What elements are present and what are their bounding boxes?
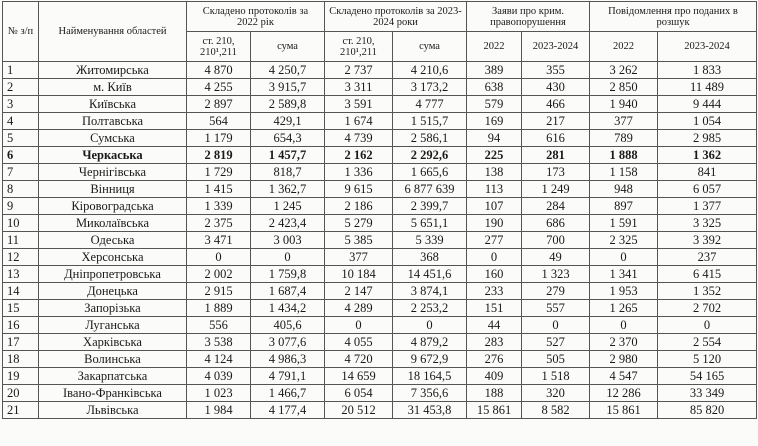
value-cell: 7 356,6 [393, 385, 467, 402]
value-cell: 1 249 [522, 181, 590, 198]
table-row [3, 215, 757, 232]
value-cell: 2 737 [325, 62, 393, 79]
value-cell: 429,1 [251, 113, 325, 130]
value-cell: 33 349 [658, 385, 757, 402]
region-name: Луганська [39, 317, 187, 334]
value-cell: 6 057 [658, 181, 757, 198]
value-cell: 1 158 [590, 164, 658, 181]
row-number: 19 [3, 368, 39, 385]
value-cell: 1 265 [590, 300, 658, 317]
value-cell: 217 [522, 113, 590, 130]
row-number: 11 [3, 232, 39, 249]
value-cell: 2 586,1 [393, 130, 467, 147]
row-number: 20 [3, 385, 39, 402]
value-cell: 0 [658, 317, 757, 334]
value-cell: 14 659 [325, 368, 393, 385]
value-cell: 2 915 [187, 283, 251, 300]
value-cell: 9 615 [325, 181, 393, 198]
value-cell: 5 279 [325, 215, 393, 232]
value-cell: 12 286 [590, 385, 658, 402]
value-cell: 789 [590, 130, 658, 147]
value-cell: 3 173,2 [393, 79, 467, 96]
value-cell: 94 [467, 130, 522, 147]
value-cell: 3 325 [658, 215, 757, 232]
value-cell: 0 [590, 317, 658, 334]
value-cell: 3 003 [251, 232, 325, 249]
region-name: Херсонська [39, 249, 187, 266]
region-name: Київська [39, 96, 187, 113]
value-cell: 15 861 [467, 402, 522, 419]
value-cell: 405,6 [251, 317, 325, 334]
value-cell: 4 250,7 [251, 62, 325, 79]
table-row [3, 130, 757, 147]
table-row [3, 62, 757, 79]
value-cell: 283 [467, 334, 522, 351]
value-cell: 8 582 [522, 402, 590, 419]
value-cell: 0 [187, 249, 251, 266]
value-cell: 225 [467, 147, 522, 164]
header-protocols-2023-2024: Складено протоколів за 2023-2024 роки [325, 2, 467, 32]
value-cell: 2 702 [658, 300, 757, 317]
subheader-articles-2022: ст. 210, 210¹,211 [187, 32, 251, 62]
row-number: 5 [3, 130, 39, 147]
region-name: Житомирська [39, 62, 187, 79]
value-cell: 160 [467, 266, 522, 283]
value-cell: 2 980 [590, 351, 658, 368]
region-name: Запорізька [39, 300, 187, 317]
value-cell: 320 [522, 385, 590, 402]
subheader-sum-2022: сума [251, 32, 325, 62]
value-cell: 3 392 [658, 232, 757, 249]
value-cell: 2 002 [187, 266, 251, 283]
value-cell: 4 055 [325, 334, 393, 351]
value-cell: 2 399,7 [393, 198, 467, 215]
region-name: Донецька [39, 283, 187, 300]
value-cell: 3 311 [325, 79, 393, 96]
value-cell: 4 177,4 [251, 402, 325, 419]
value-cell: 1 362,7 [251, 181, 325, 198]
value-cell: 3 471 [187, 232, 251, 249]
value-cell: 2 370 [590, 334, 658, 351]
region-name: Полтавська [39, 113, 187, 130]
row-number: 15 [3, 300, 39, 317]
value-cell: 638 [467, 79, 522, 96]
value-cell: 4 870 [187, 62, 251, 79]
value-cell: 377 [325, 249, 393, 266]
value-cell: 10 184 [325, 266, 393, 283]
value-cell: 2 147 [325, 283, 393, 300]
subheader-reports-2023-2024: 2023-2024 [522, 32, 590, 62]
subheader-wanted-2023-2024: 2023-2024 [658, 32, 757, 62]
value-cell: 1 759,8 [251, 266, 325, 283]
value-cell: 1 023 [187, 385, 251, 402]
value-cell: 686 [522, 215, 590, 232]
table-row [3, 164, 757, 181]
row-number: 14 [3, 283, 39, 300]
value-cell: 5 120 [658, 351, 757, 368]
table-body [3, 62, 757, 419]
table-row [3, 266, 757, 283]
value-cell: 466 [522, 96, 590, 113]
value-cell: 0 [251, 249, 325, 266]
table-row [3, 300, 757, 317]
region-name: Черкаська [39, 147, 187, 164]
value-cell: 1 434,2 [251, 300, 325, 317]
table-row [3, 198, 757, 215]
row-number: 16 [3, 317, 39, 334]
value-cell: 277 [467, 232, 522, 249]
value-cell: 2 897 [187, 96, 251, 113]
row-number: 6 [3, 147, 39, 164]
value-cell: 276 [467, 351, 522, 368]
value-cell: 15 861 [590, 402, 658, 419]
value-cell: 11 489 [658, 79, 757, 96]
value-cell: 2 554 [658, 334, 757, 351]
value-cell: 44 [467, 317, 522, 334]
table-row [3, 96, 757, 113]
row-number: 13 [3, 266, 39, 283]
row-number: 1 [3, 62, 39, 79]
region-name: Кіровоградська [39, 198, 187, 215]
value-cell: 505 [522, 351, 590, 368]
value-cell: 233 [467, 283, 522, 300]
value-cell: 2 589,8 [251, 96, 325, 113]
table-row [3, 334, 757, 351]
value-cell: 2 162 [325, 147, 393, 164]
value-cell: 818,7 [251, 164, 325, 181]
row-number: 7 [3, 164, 39, 181]
table-row [3, 385, 757, 402]
row-number: 9 [3, 198, 39, 215]
row-number: 10 [3, 215, 39, 232]
value-cell: 49 [522, 249, 590, 266]
value-cell: 4 289 [325, 300, 393, 317]
value-cell: 54 165 [658, 368, 757, 385]
table-row [3, 113, 757, 130]
value-cell: 1 339 [187, 198, 251, 215]
value-cell: 4 879,2 [393, 334, 467, 351]
value-cell: 188 [467, 385, 522, 402]
row-number: 18 [3, 351, 39, 368]
value-cell: 2 186 [325, 198, 393, 215]
value-cell: 1 984 [187, 402, 251, 419]
value-cell: 237 [658, 249, 757, 266]
value-cell: 0 [325, 317, 393, 334]
value-cell: 279 [522, 283, 590, 300]
value-cell: 169 [467, 113, 522, 130]
value-cell: 284 [522, 198, 590, 215]
region-name: Вінниця [39, 181, 187, 198]
header-number: № з/п [3, 2, 39, 62]
value-cell: 377 [590, 113, 658, 130]
region-name: Сумська [39, 130, 187, 147]
value-cell: 14 451,6 [393, 266, 467, 283]
table-row [3, 402, 757, 419]
value-cell: 6 054 [325, 385, 393, 402]
value-cell: 6 415 [658, 266, 757, 283]
value-cell: 107 [467, 198, 522, 215]
value-cell: 0 [590, 249, 658, 266]
region-name: Закарпатська [39, 368, 187, 385]
value-cell: 368 [393, 249, 467, 266]
region-name: Львівська [39, 402, 187, 419]
value-cell: 31 453,8 [393, 402, 467, 419]
value-cell: 5 385 [325, 232, 393, 249]
value-cell: 948 [590, 181, 658, 198]
value-cell: 2 325 [590, 232, 658, 249]
value-cell: 355 [522, 62, 590, 79]
value-cell: 4 720 [325, 351, 393, 368]
value-cell: 4 210,6 [393, 62, 467, 79]
row-number: 12 [3, 249, 39, 266]
region-name: Харківська [39, 334, 187, 351]
row-number: 21 [3, 402, 39, 419]
region-name: Волинська [39, 351, 187, 368]
value-cell: 700 [522, 232, 590, 249]
value-cell: 4 739 [325, 130, 393, 147]
table-row [3, 368, 757, 385]
value-cell: 9 672,9 [393, 351, 467, 368]
value-cell: 2 819 [187, 147, 251, 164]
value-cell: 85 820 [658, 402, 757, 419]
value-cell: 3 591 [325, 96, 393, 113]
value-cell: 138 [467, 164, 522, 181]
value-cell: 1 729 [187, 164, 251, 181]
value-cell: 1 415 [187, 181, 251, 198]
value-cell: 1 341 [590, 266, 658, 283]
table-row [3, 317, 757, 334]
value-cell: 173 [522, 164, 590, 181]
value-cell: 409 [467, 368, 522, 385]
value-cell: 1 245 [251, 198, 325, 215]
value-cell: 527 [522, 334, 590, 351]
value-cell: 3 077,6 [251, 334, 325, 351]
value-cell: 1 888 [590, 147, 658, 164]
row-number: 2 [3, 79, 39, 96]
value-cell: 5 339 [393, 232, 467, 249]
table-row [3, 232, 757, 249]
value-cell: 2 985 [658, 130, 757, 147]
value-cell: 389 [467, 62, 522, 79]
value-cell: 841 [658, 164, 757, 181]
value-cell: 3 262 [590, 62, 658, 79]
value-cell: 2 375 [187, 215, 251, 232]
table-row [3, 147, 757, 164]
subheader-sum-2023-2024: сума [393, 32, 467, 62]
value-cell: 18 164,5 [393, 368, 467, 385]
value-cell: 0 [393, 317, 467, 334]
value-cell: 20 512 [325, 402, 393, 419]
value-cell: 897 [590, 198, 658, 215]
value-cell: 1 889 [187, 300, 251, 317]
row-number: 4 [3, 113, 39, 130]
header-wanted-notices: Повідомлення про поданих в розшук [590, 2, 757, 32]
value-cell: 113 [467, 181, 522, 198]
value-cell: 9 444 [658, 96, 757, 113]
value-cell: 2 292,6 [393, 147, 467, 164]
value-cell: 4 255 [187, 79, 251, 96]
value-cell: 556 [187, 317, 251, 334]
value-cell: 1 323 [522, 266, 590, 283]
value-cell: 4 547 [590, 368, 658, 385]
table-row [3, 79, 757, 96]
subheader-wanted-2022: 2022 [590, 32, 658, 62]
row-number: 17 [3, 334, 39, 351]
value-cell: 1 940 [590, 96, 658, 113]
header-crime-reports: Заяви про крим. правопорушення [467, 2, 590, 32]
row-number: 8 [3, 181, 39, 198]
value-cell: 1 362 [658, 147, 757, 164]
value-cell: 151 [467, 300, 522, 317]
table-row [3, 181, 757, 198]
subheader-articles-2023-2024: ст. 210, 210¹,211 [325, 32, 393, 62]
value-cell: 1 591 [590, 215, 658, 232]
table-row [3, 351, 757, 368]
value-cell: 0 [522, 317, 590, 334]
value-cell: 1 377 [658, 198, 757, 215]
value-cell: 2 850 [590, 79, 658, 96]
value-cell: 1 515,7 [393, 113, 467, 130]
value-cell: 4 777 [393, 96, 467, 113]
value-cell: 430 [522, 79, 590, 96]
value-cell: 1 054 [658, 113, 757, 130]
table-header [3, 2, 757, 62]
value-cell: 3 915,7 [251, 79, 325, 96]
value-cell: 2 253,2 [393, 300, 467, 317]
value-cell: 3 538 [187, 334, 251, 351]
value-cell: 4 986,3 [251, 351, 325, 368]
value-cell: 616 [522, 130, 590, 147]
table-row [3, 249, 757, 266]
header-region-name: Найменування областей [39, 2, 187, 62]
regional-statistics-table [2, 1, 757, 419]
value-cell: 5 651,1 [393, 215, 467, 232]
value-cell: 1 179 [187, 130, 251, 147]
value-cell: 564 [187, 113, 251, 130]
value-cell: 1 674 [325, 113, 393, 130]
value-cell: 1 687,4 [251, 283, 325, 300]
value-cell: 1 665,6 [393, 164, 467, 181]
region-name: Миколаївська [39, 215, 187, 232]
value-cell: 6 877 639 [393, 181, 467, 198]
value-cell: 579 [467, 96, 522, 113]
region-name: Дніпропетровська [39, 266, 187, 283]
value-cell: 654,3 [251, 130, 325, 147]
value-cell: 1 457,7 [251, 147, 325, 164]
region-name: Івано-Франківська [39, 385, 187, 402]
value-cell: 1 336 [325, 164, 393, 181]
value-cell: 190 [467, 215, 522, 232]
subheader-reports-2022: 2022 [467, 32, 522, 62]
value-cell: 3 874,1 [393, 283, 467, 300]
value-cell: 1 833 [658, 62, 757, 79]
header-protocols-2022: Складено протоколів за 2022 рік [187, 2, 325, 32]
value-cell: 2 423,4 [251, 215, 325, 232]
region-name: Одеська [39, 232, 187, 249]
value-cell: 4 791,1 [251, 368, 325, 385]
value-cell: 1 466,7 [251, 385, 325, 402]
value-cell: 4 039 [187, 368, 251, 385]
table-row [3, 283, 757, 300]
value-cell: 1 953 [590, 283, 658, 300]
value-cell: 557 [522, 300, 590, 317]
region-name: м. Київ [39, 79, 187, 96]
value-cell: 1 518 [522, 368, 590, 385]
value-cell: 1 352 [658, 283, 757, 300]
value-cell: 0 [467, 249, 522, 266]
row-number: 3 [3, 96, 39, 113]
value-cell: 281 [522, 147, 590, 164]
region-name: Чернігівська [39, 164, 187, 181]
value-cell: 4 124 [187, 351, 251, 368]
